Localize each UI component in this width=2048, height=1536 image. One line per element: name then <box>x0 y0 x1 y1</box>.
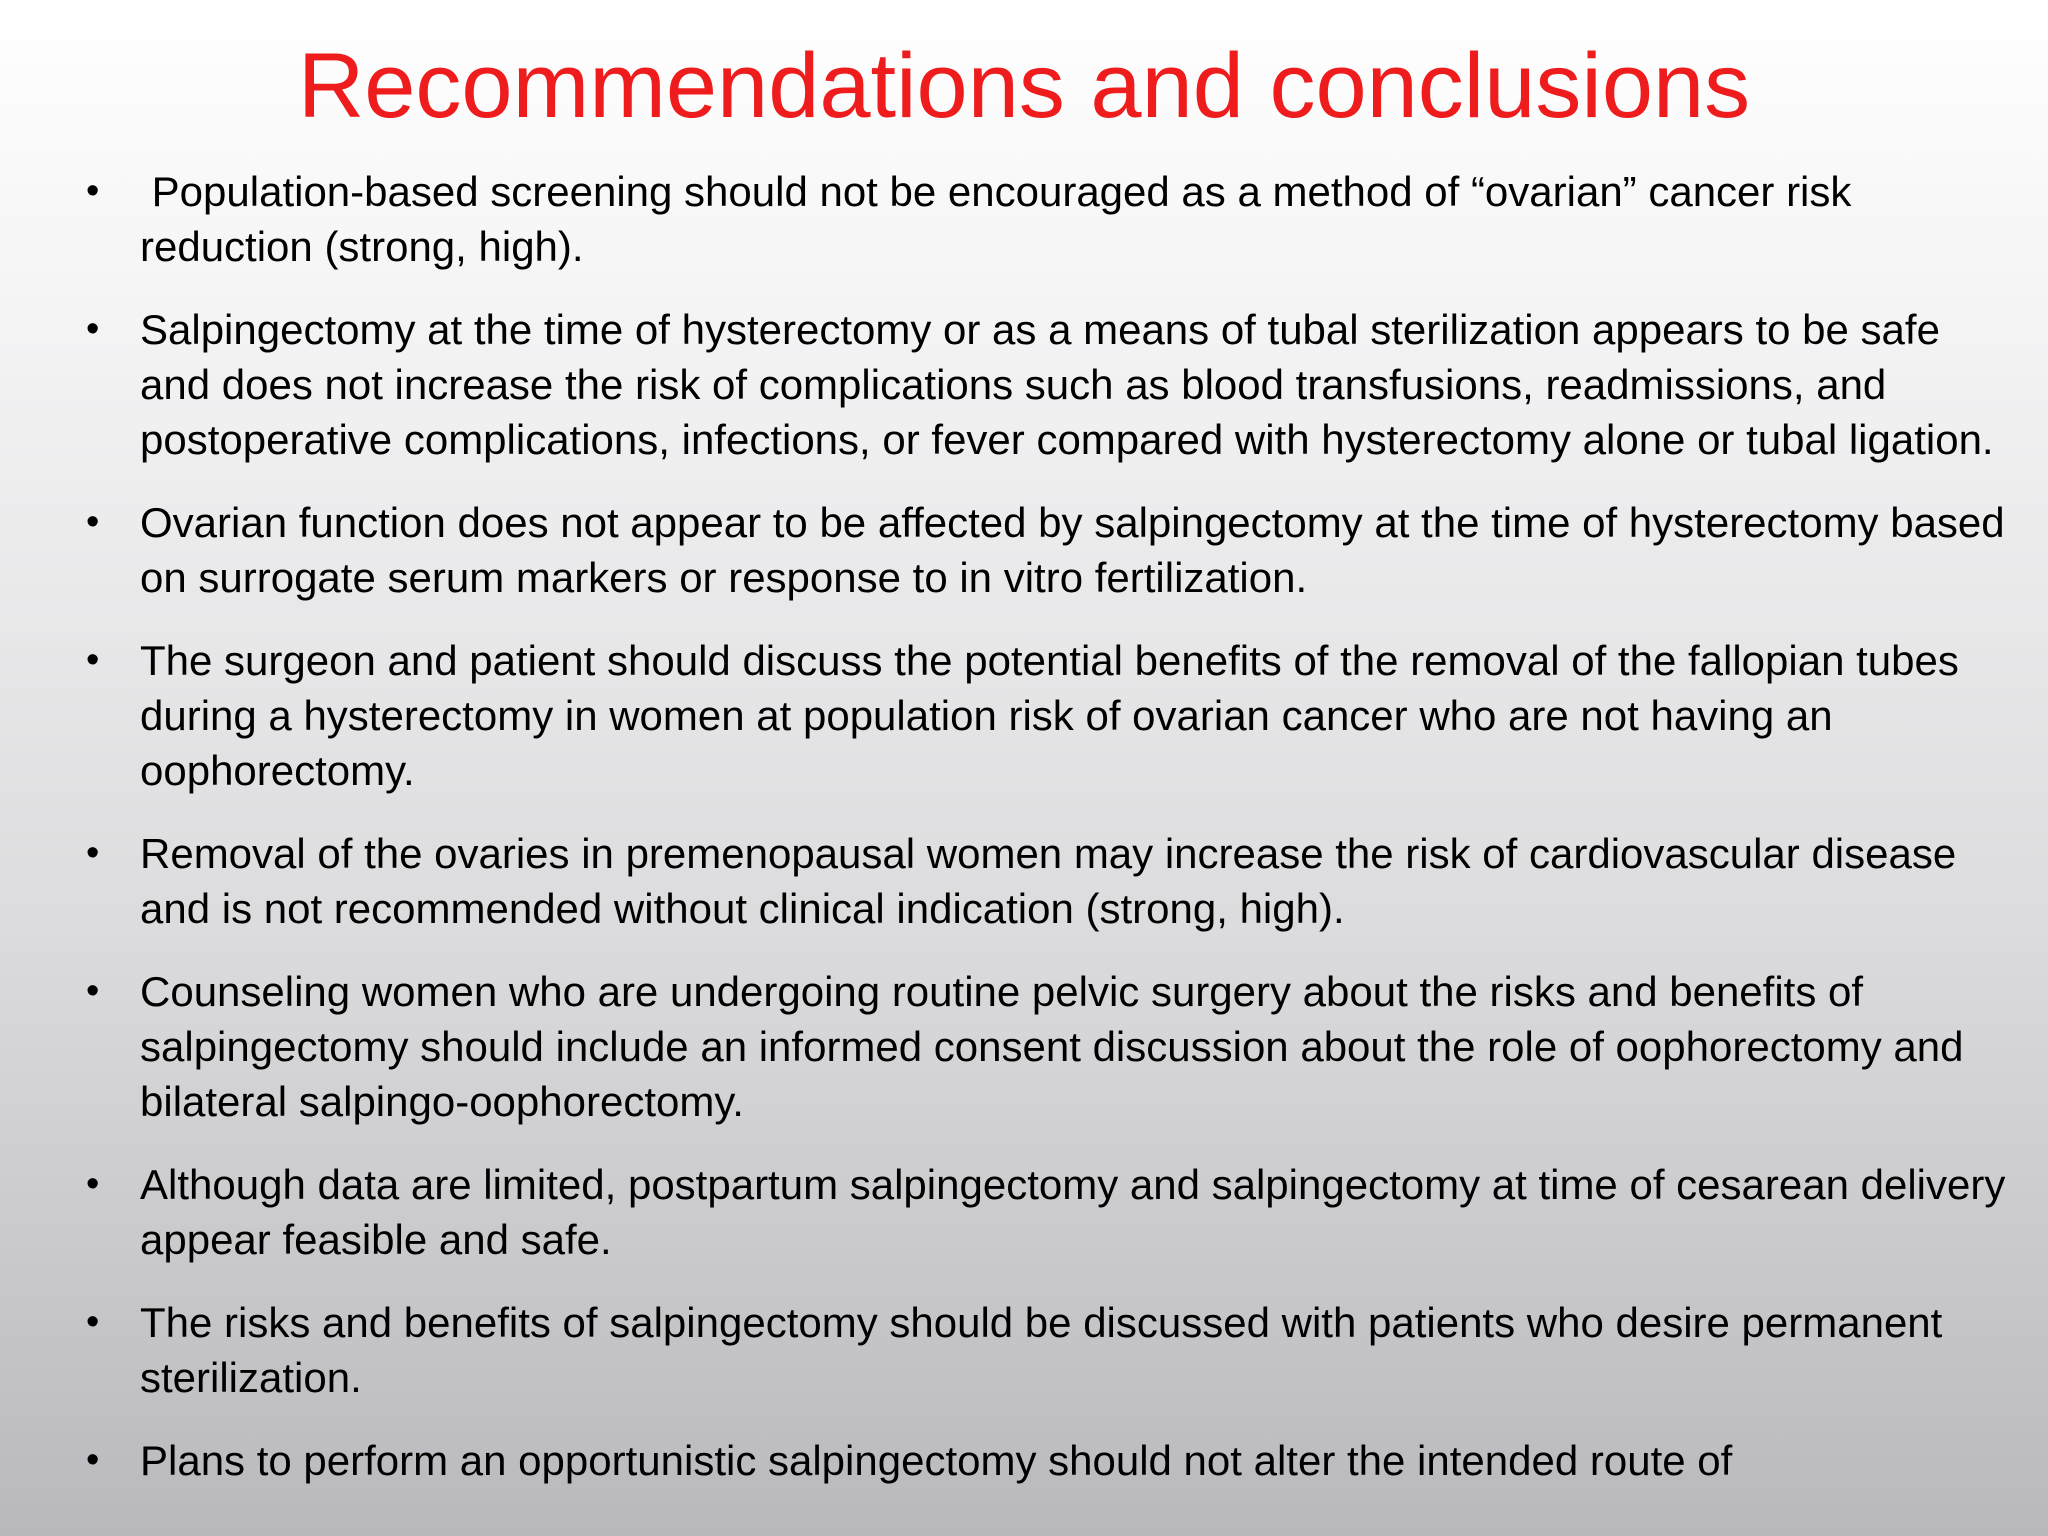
bullet-dot: • <box>86 308 100 350</box>
bullet-list <box>0 164 2048 1516</box>
bullet-item <box>0 1433 2048 1488</box>
bullet-text: Removal of the ovaries in premenopausal women may increase the risk of cardiovascular disease and is not recommended without clinical indication (strong, high). <box>140 830 1957 932</box>
bullet-text: Although data are limited, postpartum salpingectomy and salpingectomy at time of cesarean delivery appear feasible and safe. <box>140 1161 2006 1263</box>
bullet-dot: • <box>86 639 100 681</box>
bullet-dot: • <box>86 1163 100 1205</box>
bullet-dot: • <box>86 970 100 1012</box>
bullet-item <box>0 633 2048 798</box>
bullet-dot: • <box>86 501 100 543</box>
bullet-item <box>0 495 2048 605</box>
bullet-item <box>0 302 2048 467</box>
bullet-text: Salpingectomy at the time of hysterectomy or as a means of tubal sterilization appears to be safe and does not increase the risk of complications such as blood transfusions, readmissions, and postoperative complications, infections, or fever compared with hysterectomy alone or tubal ligation. <box>140 306 1994 463</box>
bullet-item <box>0 826 2048 936</box>
bullet-item <box>0 1157 2048 1267</box>
bullet-text: Ovarian function does not appear to be affected by salpingectomy at the time of hysterectomy based on surrogate serum markers or response to in vitro fertilization. <box>140 499 2005 601</box>
bullet-dot: • <box>86 1439 100 1481</box>
bullet-dot: • <box>86 170 100 212</box>
slide-title: Recommendations and conclusions <box>297 35 1751 137</box>
bullet-text: Counseling women who are undergoing routine pelvic surgery about the risks and benefits of salpingectomy should include an informed consent discussion about the role of oophorectomy and bilateral salpingo-oophorectomy. <box>140 968 1964 1125</box>
bullet-text: The risks and benefits of salpingectomy should be discussed with patients who desire permanent sterilization. <box>140 1299 1943 1401</box>
bullet-dot: • <box>86 1301 100 1343</box>
bullet-text: The surgeon and patient should discuss the potential benefits of the removal of the fallopian tubes during a hysterectomy in women at population risk of ovarian cancer who are not having an oophorectomy. <box>140 637 1959 794</box>
bullet-item <box>0 964 2048 1129</box>
bullet-item <box>0 164 2048 274</box>
bullet-item <box>0 1295 2048 1405</box>
bullet-text: Plans to perform an opportunistic salpingectomy should not alter the intended route of <box>140 1437 1733 1484</box>
bullet-text: Population-based screening should not be encouraged as a method of “ovarian” cancer risk reduction (strong, high). <box>140 168 1864 270</box>
bullet-dot: • <box>86 832 100 874</box>
